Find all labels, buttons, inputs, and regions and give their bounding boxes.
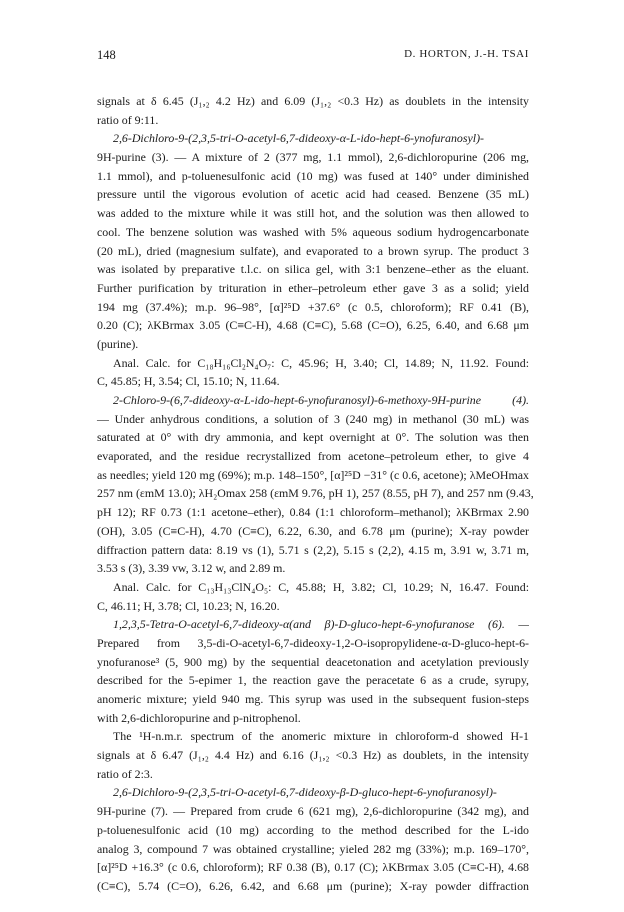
- text-line: 9H-purine (3). — A mixture of 2 (377 mg, 1.1 mmol), 2,6-dichloropurine (206 mg,: [97, 150, 529, 165]
- compound-heading: 2,6-Dichloro-9-(2,3,5-tri-O-acetyl-6,7-dideoxy-β-D-gluco-hept-6-ynofuranosyl)-: [113, 785, 497, 800]
- text-line: — Under anhydrous conditions, a solution of 3 (240 mg) in methanol (30 mL) was: [97, 411, 529, 426]
- text-line: ratio of 2:3.: [97, 766, 153, 781]
- text-line: signals at δ 6.45 (J₁,₂ 4.2 Hz) and 6.09 (J₁,₂ <0.3 Hz) as doublets in the intensity: [97, 94, 529, 108]
- analysis-line: Anal. Calc. for C₁₈H₁₆Cl₂N₄O₇: C, 45.96; H, 3.40; Cl, 14.89; N, 11.92. Found:: [113, 355, 529, 370]
- text-line: 3.53 s (3), 3.39 vw, 3.12 w, and 2.89 m.: [97, 561, 286, 576]
- text-line: signals at δ 6.47 (J₁,₂ 4.4 Hz) and 6.16 (J₁,₂ <0.3 Hz) as doublets, in the intensity: [97, 748, 529, 763]
- text-line: was isolated by preparative t.l.c. on silica gel, with 3:1 benzene–ether as the eluant.: [97, 262, 529, 277]
- text-line: p-toluenesulfonic acid (10 mg) according to the method described for the L-ido: [97, 822, 529, 837]
- compound-heading: 1,2,3,5-Tetra-O-acetyl-6,7-dideoxy-α(and β)-D-gluco-hept-6-ynofuranose (6). —: [113, 617, 529, 632]
- page-number: 148: [97, 48, 116, 62]
- page-header: [97, 48, 529, 70]
- analysis-line: Anal. Calc. for C₁₃H₁₃ClN₄O₅: C, 45.88; H, 3.82; Cl, 10.29; N, 16.47. Found:: [113, 579, 529, 594]
- text-line: (OH), 3.05 (C≡C-H), 4.70 (C≡C), 6.22, 6.30, and 6.78 μm (purine); X-ray powder: [97, 523, 529, 538]
- text-line: pH 12); RF 0.73 (1:1 acetone–ether), 0.84 (1:1 chloroform–methanol); λKBrmax 2.90: [97, 505, 529, 520]
- text-line: as needles; yield 120 mg (69%); m.p. 148–150°, [α]²⁵D −31° (c 0.6, acetone); λMeOHmax: [97, 467, 529, 482]
- text-line: (C≡C), 5.74 (C=O), 6.26, 6.42, and 6.68 μm (purine); X-ray powder diffraction: [97, 878, 529, 893]
- text-line: described for the 5-epimer 1, the reaction gave the peracetate 6 as a crude, syrupy,: [97, 673, 529, 688]
- running-title: D. HORTON, J.-H. TSAI: [404, 48, 529, 60]
- text-line: 0.20 (C); λKBrmax 3.05 (C≡C-H), 4.68 (C≡C), 5.68 (C=O), 6.25, 6.40, and 6.68 μm: [97, 318, 529, 333]
- text-line: ynofuranose³ (5, 900 mg) by the sequential deacetonation and acetylation previously: [97, 654, 529, 669]
- text-line: 1.1 mmol), and p-toluenesulfonic acid (10 mg) was fused at 140° under diminished: [97, 168, 529, 183]
- text-line: (purine).: [97, 336, 139, 351]
- text-line: 9H-purine (7). — Prepared from crude 6 (621 mg), 2,6-dichloropurine (342 mg), and: [97, 804, 529, 819]
- body-text: [97, 92, 534, 896]
- compound-heading: 2-Chloro-9-(6,7-dideoxy-α-L-ido-hept-6-ynofuranosyl)-6-methoxy-9H-purine (4).: [113, 393, 529, 407]
- text-line: was added to the mixture while it was still hot, and the solution was then allowed to: [97, 206, 529, 221]
- text-line: cool. The benzene solution was washed with 5% aqueous sodium hydrogencarbonate: [97, 224, 529, 239]
- text-line: saturated at 0° with dry ammonia, and kept overnight at 0°. The solution was then: [97, 430, 529, 445]
- text-line: with 2,6-dichloropurine and p-nitrophenol.: [97, 710, 301, 725]
- text-line: Further purification by trituration in ether–petroleum ether gave 3 as a solid; yield: [97, 280, 529, 295]
- text-line: pressure until the vigorous evolution of acetic acid had ceased. Benzene (35 mL): [97, 187, 529, 202]
- text-line: 257 nm (εmM 13.0); λH₂Omax 258 (εmM 9.76, pH 1), 257 (8.55, pH 7), and 257 nm (9.43,: [97, 486, 534, 501]
- text-line: 194 mg (37.4%); m.p. 96–98°, [α]²⁵D +37.6° (c 0.5, chloroform); RF 0.41 (B),: [97, 299, 529, 314]
- text-line: anomeric mixture; yield 940 mg. This syrup was used in the subsequent fusion-steps: [97, 692, 529, 706]
- text-line: C, 45.85; H, 3.54; Cl, 15.10; N, 11.64.: [97, 374, 280, 389]
- text-line: [α]²⁵D +16.3° (c 0.6, chloroform); RF 0.38 (B), 0.17 (C); λKBrmax 3.05 (C≡C-H), 4.68: [97, 860, 529, 875]
- text-line: Prepared from 3,5-di-O-acetyl-6,7-dideoxy-1,2-O-isopropylidene-α-D-gluco-hept-6-: [97, 635, 529, 650]
- text-line: (20 mL), dried (magnesium sulfate), and evaporated to a brown syrup. The product 3: [97, 243, 529, 258]
- text-line: ratio of 9:11.: [97, 112, 159, 127]
- text-line: analog 3, compound 7 was obtained crystalline; yieled 282 mg (33%); m.p. 169–170°,: [97, 841, 529, 856]
- text-line: diffraction pattern data: 8.19 vs (1), 5.71 s (2,2), 5.15 s (2,2), 4.15 m, 3.91 w, 3.71 m,: [97, 542, 529, 557]
- text-line: C, 46.11; H, 3.78; Cl, 10.23; N, 16.20.: [97, 598, 280, 613]
- text-line: The ¹H-n.m.r. spectrum of the anomeric mixture in chloroform-d showed H-1: [113, 729, 529, 744]
- compound-heading: 2,6-Dichloro-9-(2,3,5-tri-O-acetyl-6,7-dideoxy-α-L-ido-hept-6-ynofuranosyl)-: [113, 131, 484, 146]
- text-line: evaporated, and the residue recrystallized from acetone–petroleum ether, to give 4: [97, 449, 529, 464]
